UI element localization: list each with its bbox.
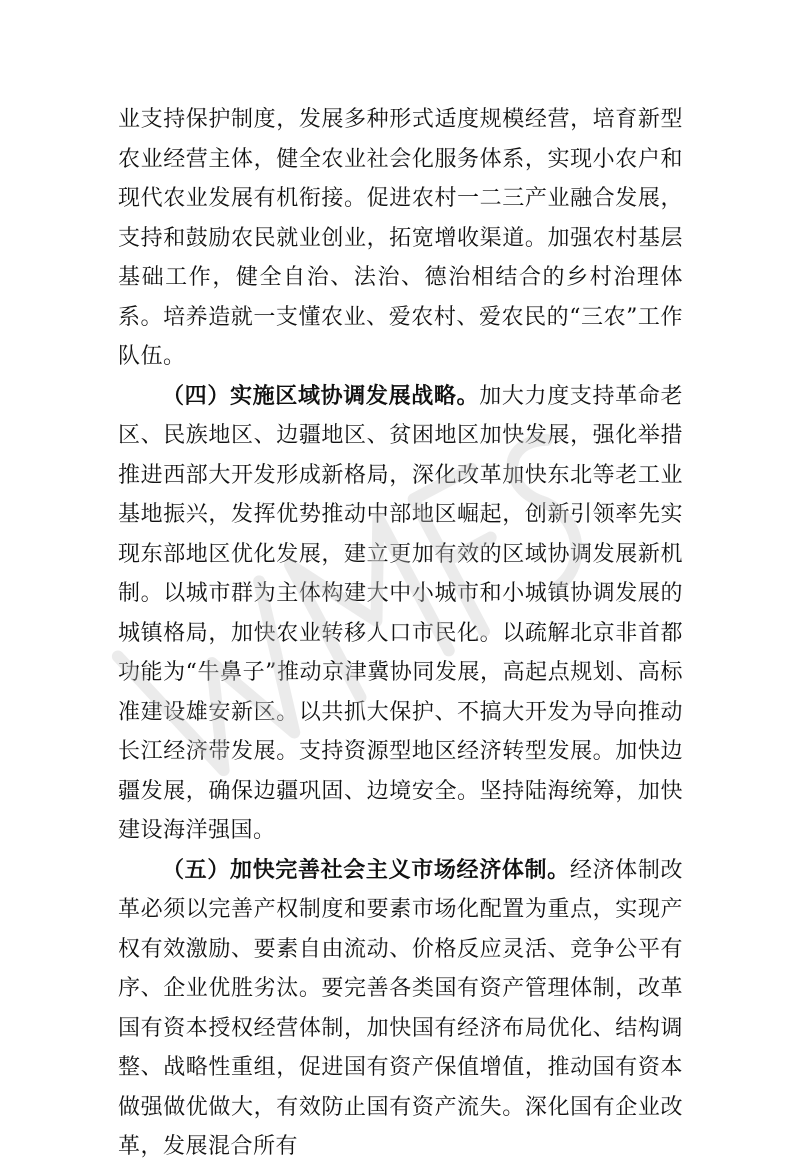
section-heading: （四）实施区域协调发展战略。 bbox=[162, 382, 480, 409]
paragraph-continuation bbox=[118, 100, 683, 377]
paragraph-text: 经济体制改革必须以完善产权制度和要素市场化配置为重点，实现产权有效激励、要素自由流动、价格反应灵活、竞争公平有序、企业优胜劣汰。要完善各类国有资产管理体制，改革国有资本授权经营体制，加快国有经济布局优化、结构调整、战略性重组，促进国有资产保值增值，推动国有资本做强做优做大，有效防止国有资产流失。深化国有企业改革，发展混合所有 bbox=[118, 857, 683, 1159]
paragraph-market-economy bbox=[118, 851, 683, 1167]
document-body bbox=[118, 100, 683, 1167]
section-heading: （五）加快完善社会主义市场经济体制。 bbox=[162, 856, 570, 883]
paragraph-text: 加大力度支持革命老区、民族地区、边疆地区、贫困地区加快发展，强化举措推进西部大开发形成新格局，深化改革加快东北等老工业基地振兴，发挥优势推动中部地区崛起，创新引领率先实现东部地区优化发展，建立更加有效的区域协调发展新机制。以城市群为主体构建大中小城市和小城镇协调发展的城镇格局，加快农业转移人口市民化。以疏解北京非首都功能为“牛鼻子”推动京津冀协同发展，高起点规划、高标准建设雄安新区。以共抓大保护、不搞大开发为导向推动长江经济带发展。支持资源型地区经济转型发展。加快边疆发展，确保边疆巩固、边境安全。坚持陆海统筹，加快建设海洋强国。 bbox=[118, 383, 683, 843]
paragraph-text: 业支持保护制度，发展多种形式适度规模经营，培育新型农业经营主体，健全农业社会化服务体系，实现小农户和现代农业发展有机衔接。促进农村一二三产业融合发展，支持和鼓励农民就业创业，拓宽增收渠道。加强农村基层基础工作，健全自治、法治、德治相结合的乡村治理体系。培养造就一支懂农业、爱农村、爱农民的“三农”工作队伍。 bbox=[118, 107, 683, 369]
paragraph-regional-development bbox=[118, 377, 683, 851]
